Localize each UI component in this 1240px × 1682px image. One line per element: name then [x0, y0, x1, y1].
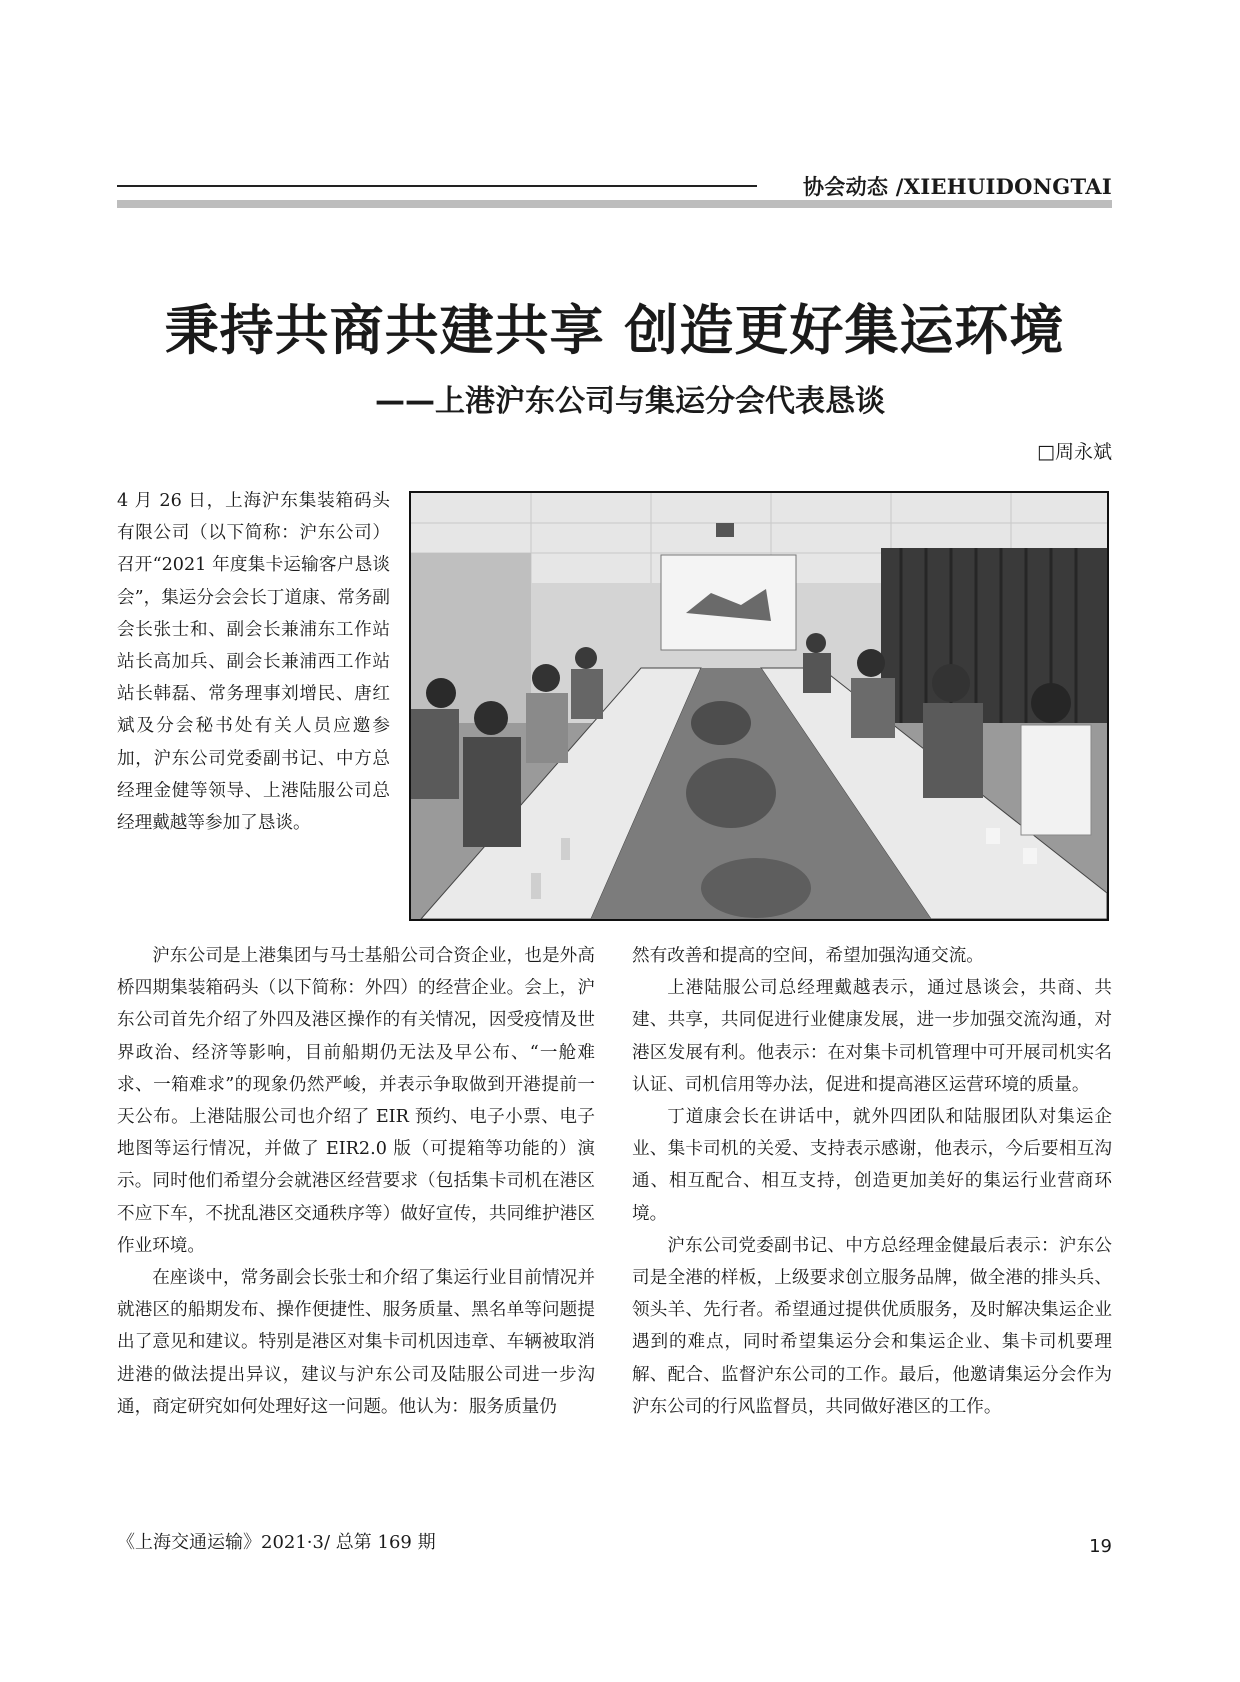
- section-label: 协会动态 /XIEHUIDONGTAI: [802, 174, 1112, 199]
- meeting-photo: [409, 491, 1109, 921]
- article-title: 秉持共商共建共享 创造更好集运环境: [164, 298, 1065, 362]
- header-rule: [117, 185, 757, 187]
- intro-paragraph: 4 月 26 日，上海沪东集装箱码头有限公司（以下简称：沪东公司）召开“2021 年度集卡运输客户恳谈会”，集运分会会长丁道康、常务副会长张士和、副会长兼浦东工作站站长高加兵、副会长兼浦西工作站站长韩磊、常务理事刘增民、唐红斌及分会秘书处有关人员应邀参加，沪东公司党委副书记、中方总经理金健等领导、上港陆服公司总经理戴越等参加了恳谈。: [117, 491, 390, 834]
- body-paragraph: 沪东公司党委副书记、中方总经理金健最后表示：沪东公司是全港的样板，上级要求创立服务品牌，做全港的排头兵、领头羊、先行者。希望通过提供优质服务，及时解决集运企业遇到的难点，同时希望集运分会和集运企业、集卡司机要理解、配合、监督沪东公司的工作。最后，他邀请集运分会作为沪东公司的行风监督员，共同做好港区的工作。: [632, 1235, 1112, 1417]
- body-paragraph: 沪东公司是上港集团与马士基船公司合资企业，也是外高桥四期集装箱码头（以下简称：外四）的经营企业。会上，沪东公司首先介绍了外四及港区操作的有关情况，因受疫情及世界政治、经济等影响，目前船期仍无法及早公布、“一舱难求、一箱难求”的现象仍然严峻，并表示争取做到开港提前一天公布。上港陆服公司也介绍了 EIR 预约、电子小票、电子地图等运行情况，并做了 EIR2.0 版（可提箱等功能的）演示。同时他们希望分会就港区经营要求（包括集卡司机在港区不应下车，不扰乱港区交通秩序等）做好宣传，共同维护港区作业环境。: [117, 946, 595, 1256]
- article-author: □周永斌: [1037, 441, 1112, 463]
- left-column: [117, 940, 595, 1423]
- body-paragraph: 丁道康会长在讲话中，就外四团队和陆服团队对集运企业、集卡司机的关爱、支持表示感谢，他表示，今后要相互沟通、相互配合、相互支持，创造更加美好的集运行业营商环境。: [632, 1107, 1112, 1224]
- body-paragraph: 上港陆服公司总经理戴越表示，通过恳谈会，共商、共建、共享，共同促进行业健康发展，进一步加强交流沟通，对港区发展有利。他表示：在对集卡司机管理中可开展司机实名认证、司机信用等办法，促进和提高港区运营环境的质量。: [632, 978, 1112, 1095]
- journal-citation: 《上海交通运输》2021·3/ 总第 169 期: [117, 1532, 436, 1553]
- page-number: 19: [1089, 1536, 1112, 1557]
- article-subtitle: ——上港沪东公司与集运分会代表恳谈: [375, 384, 885, 419]
- right-column: [632, 940, 1112, 1423]
- body-paragraph: 然有改善和提高的空间，希望加强沟通交流。: [632, 946, 984, 966]
- body-paragraph: 在座谈中，常务副会长张士和介绍了集运行业目前情况并就港区的船期发布、操作便捷性、服务质量、黑名单等问题提出了意见和建议。特别是港区对集卡司机因违章、车辆被取消进港的做法提出异议，建议与沪东公司及陆服公司进一步沟通，商定研究如何处理好这一问题。他认为：服务质量仍: [117, 1268, 595, 1417]
- header-band: [117, 200, 1112, 208]
